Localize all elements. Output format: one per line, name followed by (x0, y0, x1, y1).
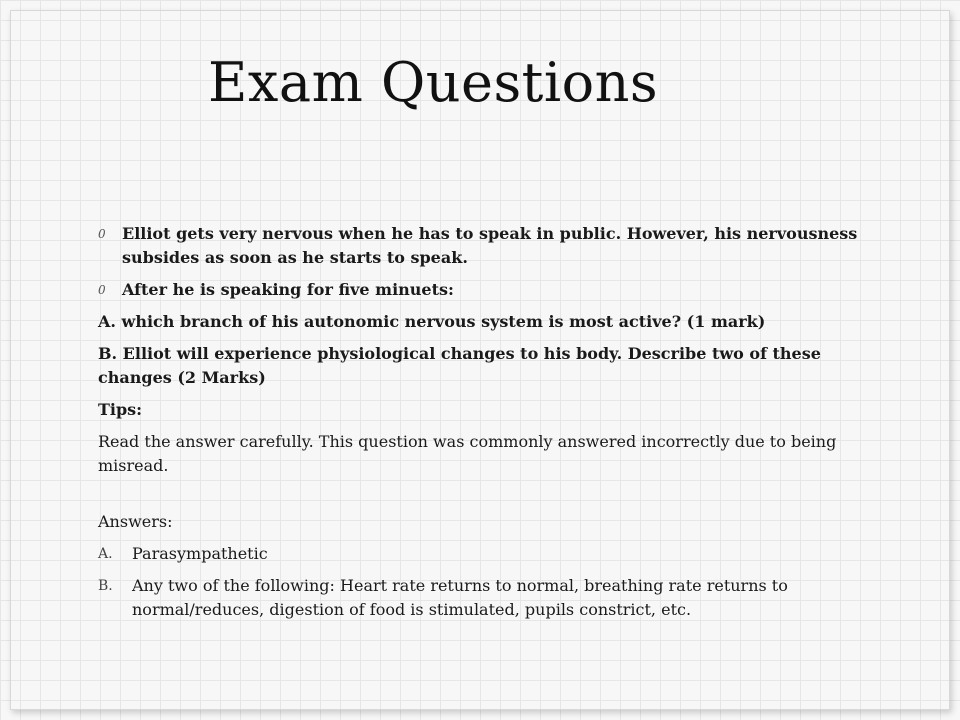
bullet-item (98, 222, 858, 270)
answer-text: Any two of the following: Heart rate returns to normal, breathing rate returns to normal/reduces, digestion of food is stimulated, pupils constrict, etc. (132, 576, 788, 619)
slide-content (98, 222, 858, 630)
question-part-a: A. which branch of his autonomic nervous system is most active? (1 mark) (98, 312, 766, 331)
bullet-text: After he is speaking for five minuets: (122, 280, 454, 299)
bullet-marker: 0 (98, 283, 106, 297)
answer-marker: B. (98, 578, 113, 594)
answer-item (98, 574, 858, 622)
bullet-item (98, 278, 858, 302)
spacer (98, 486, 858, 510)
bullet-marker: 0 (98, 227, 106, 241)
answers-heading: Answers: (98, 512, 173, 531)
slide-title: Exam Questions (208, 51, 659, 114)
tips-text: Read the answer carefully. This question was commonly answered incorrectly due to being misread. (98, 432, 837, 475)
tips-heading: Tips: (98, 400, 143, 419)
answer-item (98, 542, 858, 566)
bullet-text: Elliot gets very nervous when he has to speak in public. However, his nervousness subsides as soon as he starts to speak. (122, 224, 858, 267)
answer-text: Parasympathetic (132, 544, 268, 563)
question-part-b: B. Elliot will experience physiological changes to his body. Describe two of these changes (2 Marks) (98, 344, 821, 387)
answer-marker: A. (98, 546, 113, 562)
